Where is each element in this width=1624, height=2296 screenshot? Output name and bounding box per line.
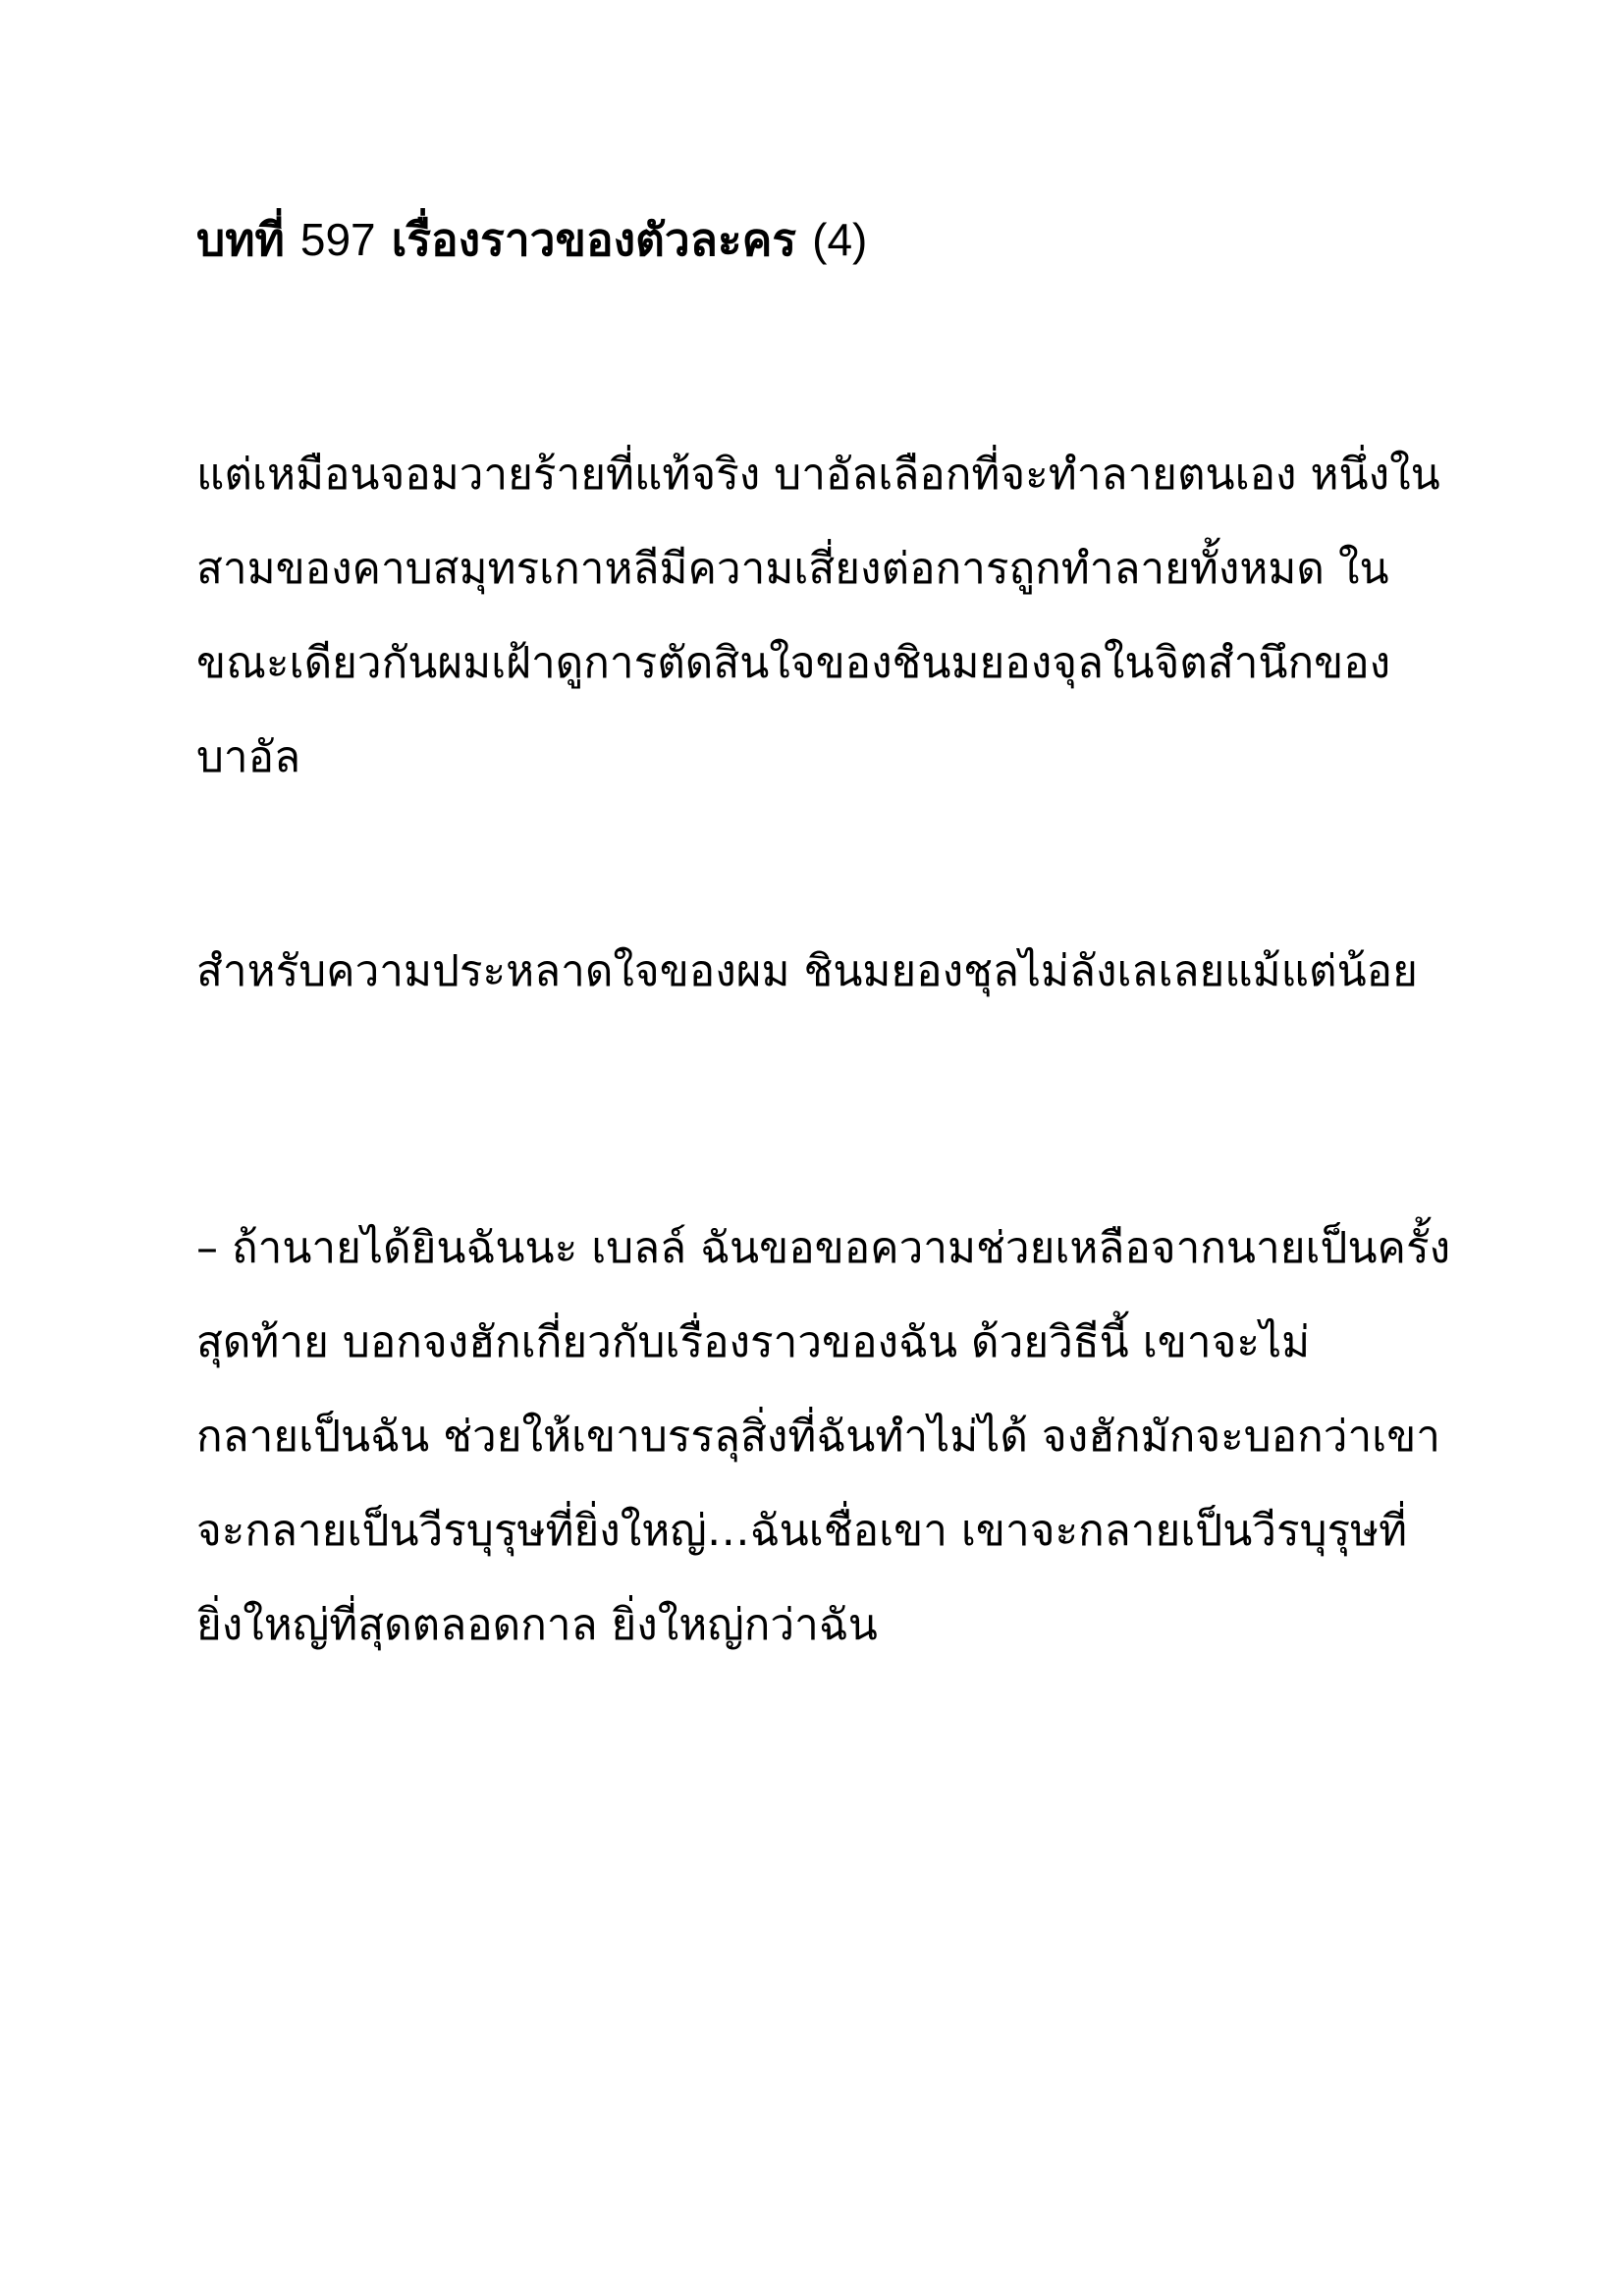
paragraph-line: บาอัล xyxy=(196,732,301,782)
chapter-part: (4) xyxy=(812,214,868,265)
paragraph-line: สามของคาบสมุทรเกาหลีมีความเสี่ยงต่อการถูกทำลายทั้งหมด ใน xyxy=(196,544,1389,594)
paragraph-line: สุดท้าย บอกจงฮักเกี่ยวกับเรื่องราวของฉัน ด้วยวิธีนี้ เขาจะไม่ xyxy=(196,1317,1311,1367)
paragraph-line: สำหรับความประหลาดใจของผม ชินมยองชุลไม่ลังเลเลยแม้แต่น้อย xyxy=(196,946,1418,996)
paragraph-line: – ถ้านายได้ยินฉันนะ เบลล์ ฉันขอขอความช่วยเหลือจากนายเป็นครั้ง xyxy=(196,1223,1451,1273)
chapter-prefix: บทที่ xyxy=(196,213,285,266)
paragraph-line: ยิ่งใหญ่ที่สุดตลอดกาล ยิ่งใหญ่กว่าฉัน xyxy=(196,1600,878,1650)
paragraph-line: จะกลายเป็นวีรบุรุษที่ยิ่งใหญ่…ฉันเชื่อเขา เขาจะกลายเป็นวีรบุรุษที่ xyxy=(196,1506,1408,1556)
paragraph-line: ขณะเดียวกันผมเฝ้าดูการตัดสินใจของชินมยองจุลในจิตสำนึกของ xyxy=(196,638,1391,688)
chapter-name: เรื่องราวของตัวละคร xyxy=(391,213,797,266)
paragraph-line: กลายเป็นฉัน ช่วยให้เขาบรรลุสิ่งที่ฉันทำไม่ได้ จงฮักมักจะบอกว่าเขา xyxy=(196,1412,1440,1462)
paragraph-line: แต่เหมือนจอมวายร้ายที่แท้จริง บาอัลเลือกที่จะทำลายตนเอง หนึ่งใน xyxy=(196,450,1440,500)
chapter-title xyxy=(196,208,867,271)
chapter-number: 597 xyxy=(299,214,376,265)
